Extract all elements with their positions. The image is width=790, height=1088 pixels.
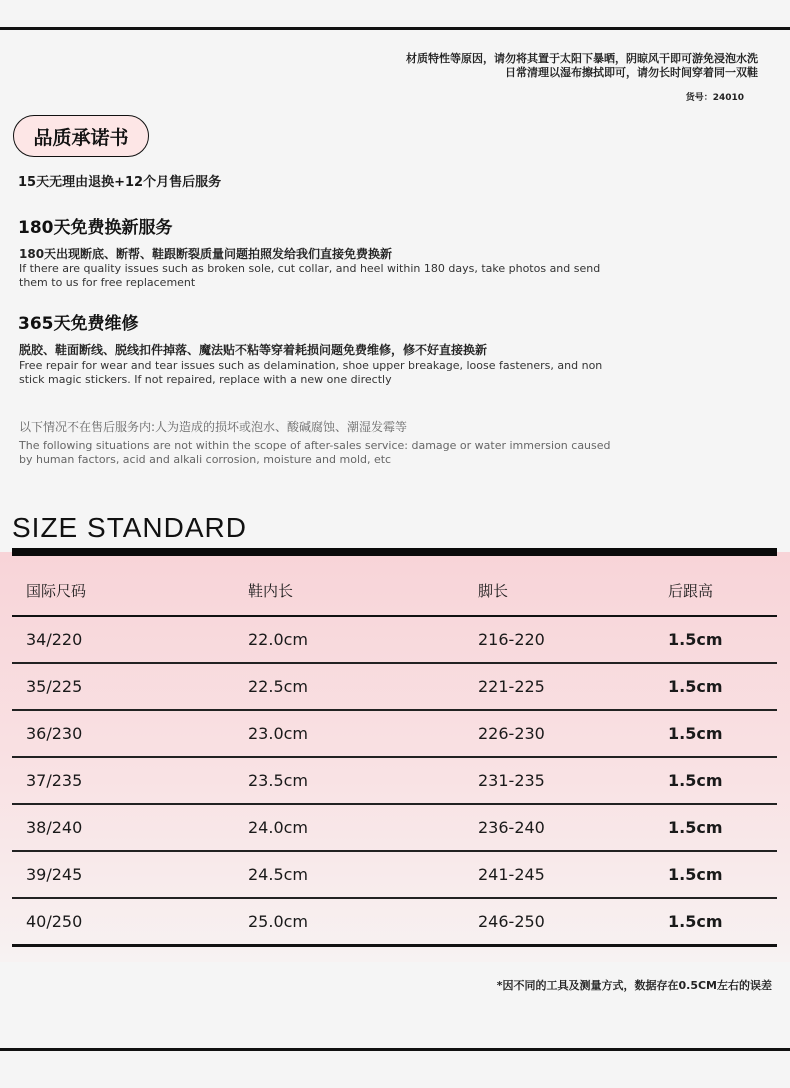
cell-inner-length: 23.5cm bbox=[248, 757, 478, 804]
replacement-cn: 180天出现断底、断帮、鞋跟断裂质量问题拍照发给我们直接免费换新 bbox=[19, 247, 393, 261]
care-notice bbox=[406, 52, 758, 80]
table-row bbox=[12, 898, 777, 945]
section-title-repair: 365天免费维修 bbox=[18, 314, 139, 334]
cell-inner-length: 22.5cm bbox=[248, 663, 478, 710]
cell-foot-length: 221-225 bbox=[478, 663, 668, 710]
cell-intl-size: 39/245 bbox=[12, 851, 248, 898]
return-policy: 15天无理由退换+12个月售后服务 bbox=[18, 175, 222, 190]
cell-intl-size: 38/240 bbox=[12, 804, 248, 851]
care-line-2: 日常清理以湿布擦拭即可，请勿长时间穿着同一双鞋 bbox=[505, 66, 758, 79]
header-heel-height: 后跟高 bbox=[668, 566, 777, 616]
cell-foot-length: 231-235 bbox=[478, 757, 668, 804]
cell-heel-height: 1.5cm bbox=[668, 710, 777, 757]
header-foot-length: 脚长 bbox=[478, 566, 668, 616]
table-row bbox=[12, 616, 777, 663]
section-title-replacement: 180天免费换新服务 bbox=[18, 218, 173, 238]
cell-foot-length: 216-220 bbox=[478, 616, 668, 663]
cell-intl-size: 40/250 bbox=[12, 898, 248, 945]
cell-heel-height: 1.5cm bbox=[668, 663, 777, 710]
table-row bbox=[12, 851, 777, 898]
repair-cn: 脱胶、鞋面断线、脱线扣件掉落、魔法贴不粘等穿着耗损问题免费维修，修不好直接换新 bbox=[19, 343, 488, 357]
header-inner-length: 鞋内长 bbox=[248, 566, 478, 616]
cell-intl-size: 35/225 bbox=[12, 663, 248, 710]
cell-foot-length: 246-250 bbox=[478, 898, 668, 945]
exclusion-en: The following situations are not within the scope of after-sales service: damage or water immersion caused by human factors, acid and alkali corrosion, moisture and mold, etc bbox=[19, 439, 611, 466]
header-intl-size: 国际尺码 bbox=[12, 566, 248, 616]
cell-heel-height: 1.5cm bbox=[668, 898, 777, 945]
quality-promise-badge: 品质承诺书 bbox=[13, 115, 149, 157]
cell-inner-length: 25.0cm bbox=[248, 898, 478, 945]
cell-inner-length: 24.5cm bbox=[248, 851, 478, 898]
measurement-note: *因不同的工具及测量方式，数据存在0.5CM左右的误差 bbox=[496, 979, 772, 992]
size-table-header bbox=[12, 566, 777, 616]
cell-heel-height: 1.5cm bbox=[668, 757, 777, 804]
bottom-rule bbox=[0, 1048, 790, 1051]
cell-foot-length: 241-245 bbox=[478, 851, 668, 898]
cell-intl-size: 34/220 bbox=[12, 616, 248, 663]
repair-en: Free repair for wear and tear issues such as delamination, shoe upper breakage, loose fasteners, and non stick magic stickers. If not repaired, replace with a new one directly bbox=[19, 359, 603, 386]
cell-foot-length: 236-240 bbox=[478, 804, 668, 851]
cell-inner-length: 23.0cm bbox=[248, 710, 478, 757]
top-rule bbox=[0, 27, 790, 30]
size-table bbox=[12, 566, 777, 947]
cell-intl-size: 36/230 bbox=[12, 710, 248, 757]
cell-inner-length: 22.0cm bbox=[248, 616, 478, 663]
table-row bbox=[12, 663, 777, 710]
cell-inner-length: 24.0cm bbox=[248, 804, 478, 851]
cell-intl-size: 37/235 bbox=[12, 757, 248, 804]
table-row bbox=[12, 710, 777, 757]
exclusion-cn: 以下情况不在售后服务内:人为造成的损坏或泡水、酸碱腐蚀、潮湿发霉等 bbox=[19, 420, 408, 434]
table-row bbox=[12, 804, 777, 851]
table-row bbox=[12, 757, 777, 804]
cell-foot-length: 226-230 bbox=[478, 710, 668, 757]
size-table-top-bar bbox=[12, 548, 777, 556]
cell-heel-height: 1.5cm bbox=[668, 804, 777, 851]
cell-heel-height: 1.5cm bbox=[668, 616, 777, 663]
size-standard-title: SIZE STANDARD bbox=[12, 512, 247, 543]
care-line-1: 材质特性等原因，请勿将其置于太阳下暴晒，阴晾风干即可游免浸泡水洗 bbox=[406, 52, 758, 65]
replacement-en: If there are quality issues such as broken sole, cut collar, and heel within 180 days, take photos and send them to us for free replacement bbox=[19, 262, 601, 289]
sku-number: 货号：24010 bbox=[685, 93, 744, 103]
cell-heel-height: 1.5cm bbox=[668, 851, 777, 898]
